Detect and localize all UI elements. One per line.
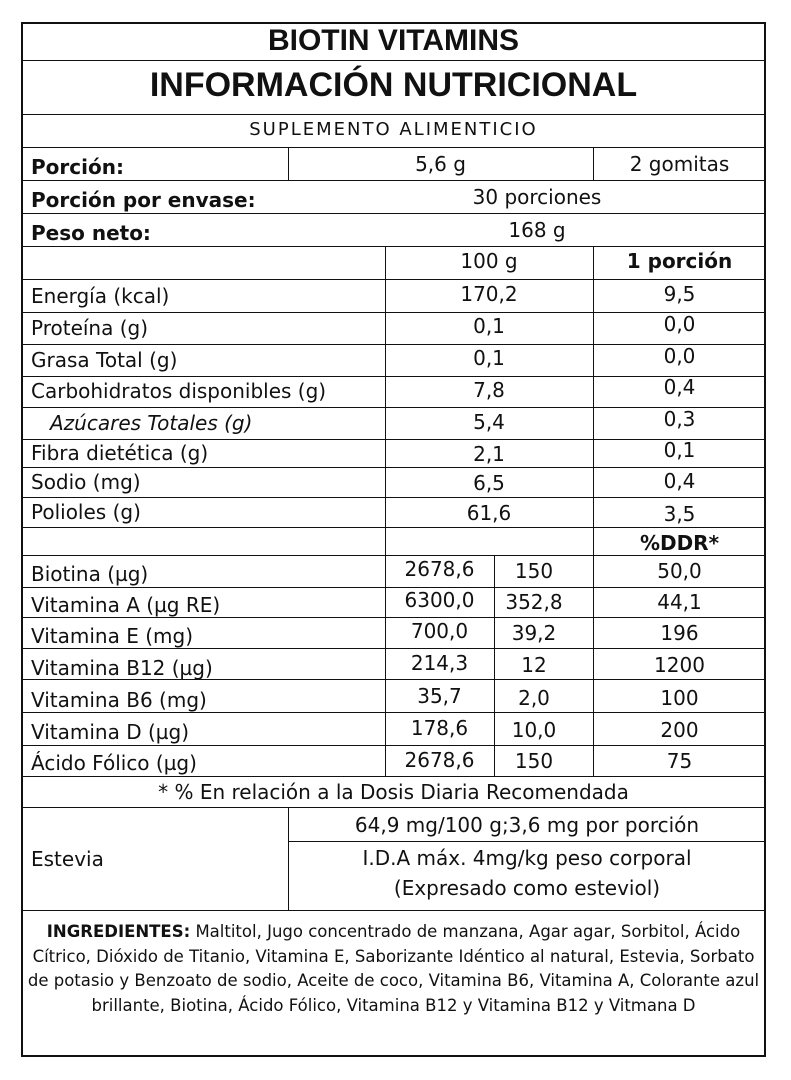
divider [21,587,766,588]
vitamin-portion: 12 [521,653,547,677]
col-header-100g: 100 g [460,249,518,273]
stevia-ida: I.D.A máx. 4mg/kg peso corporal [362,846,692,870]
nutrient-portion: 3,5 [663,502,696,526]
divider [21,246,766,247]
vitamin-label: Vitamina A (µg RE) [31,593,221,617]
vitamin-label: Vitamina B6 (mg) [31,688,207,712]
vitamin-per100: 6300,0 [404,588,475,612]
vitamin-ddr: 75 [666,749,693,773]
nutrient-per100: 5,4 [473,410,505,434]
divider [21,527,766,528]
nutrient-label: Proteína (g) [31,316,149,340]
vitamin-portion: 2,0 [518,686,550,710]
nutrient-label: Sodio (mg) [31,470,141,494]
nutrient-per100: 6,5 [473,471,505,495]
nutrient-per100: 170,2 [460,282,518,306]
vitamin-label: Vitamina D (µg) [31,720,190,744]
per-container-value: 30 porciones [472,185,602,209]
stevia-concentration: 64,9 mg/100 g;3,6 mg por porción [354,813,700,837]
divider [21,312,766,313]
vitamin-ddr: 100 [660,686,699,710]
col-header-ddr: %DDR* [639,531,720,555]
divider [21,712,766,713]
nutrient-label: Grasa Total (g) [31,348,178,372]
divider [21,180,766,181]
divider [21,745,766,746]
vitamin-label: Vitamina E (mg) [31,624,194,648]
divider [21,555,766,556]
nutrient-portion: 0,1 [663,438,696,462]
nutrient-portion: 0,0 [663,344,696,368]
per-container-label: Porción por envase: [31,188,256,212]
vitamin-label: Vitamina B12 (µg) [31,656,213,680]
nutrient-portion: 0,4 [663,375,696,399]
stevia-label: Estevia [31,847,104,871]
vitamin-ddr: 196 [660,621,699,645]
divider [21,910,766,911]
divider [21,213,766,214]
vitamin-portion: 150 [514,559,554,583]
divider [21,407,766,408]
nutrient-portion: 9,5 [663,282,696,306]
label-title: INFORMACIÓN NUTRICIONAL [149,66,638,104]
nutrient-label: Fibra dietética (g) [31,441,209,465]
nutrient-per100: 0,1 [473,346,505,370]
nutrient-per100: 2,1 [473,442,505,466]
vitamin-per100: 700,0 [410,619,469,643]
ingredients-text: Maltitol, Jugo concentrado de manzana, Agar agar, Sorbitol, Ácido Cítrico, Dióxido de Titanio, Vitamina E, Saborizante Idéntico al natural, Estevia, Sorbato de potasio y Benzoato de sodio, Aceite de coco, Vitamina B6, Vitamina A, Colorante azul brillante, Biotina, Ácido Fólico, Vitamina B12 y Vitamina B12 y Vitmana D [27,922,760,1015]
ddr-footnote: * % En relación a la Dosis Diaria Recomendada [158,780,629,804]
col-header-portion: 1 porción [626,249,733,273]
vitamin-portion: 10,0 [511,718,557,742]
nutrient-per100: 0,1 [473,314,505,338]
divider [21,648,766,649]
vitamin-ddr: 50,0 [657,559,702,583]
vitamin-per100: 178,6 [410,716,469,740]
divider [21,147,766,148]
vitamin-portion: 352,8 [505,590,563,614]
divider [21,467,766,468]
portion-label: Porción: [31,155,124,179]
nutrient-label: Polioles (g) [31,500,141,524]
divider [288,841,766,842]
ingredients-label: INGREDIENTES: [46,922,191,941]
divider [21,497,766,498]
divider [21,776,766,777]
vitamin-per100: 2678,6 [404,557,475,581]
vitamin-per100: 214,3 [410,651,469,675]
vitamin-ddr: 200 [660,718,699,742]
vitamin-label: Biotina (µg) [31,562,149,586]
ingredients-block [26,920,761,1018]
stevia-expressed: (Expresado como esteviol) [393,876,661,900]
vitamin-portion: 150 [514,749,554,773]
net-weight-value: 168 g [508,218,566,242]
nutrient-per100: 61,6 [466,501,512,525]
nutrient-label: Energía (kcal) [31,284,170,308]
nutrient-portion: 0,0 [663,312,696,336]
divider [21,279,766,280]
divider [21,60,766,61]
vitamin-label: Ácido Fólico (µg) [31,751,197,775]
divider [21,617,766,618]
nutrient-portion: 0,4 [663,469,696,493]
portion-units: 2 gomitas [629,152,730,176]
nutrient-portion: 0,3 [663,407,696,431]
divider [21,344,766,345]
nutrient-per100: 7,8 [473,378,505,402]
divider [21,114,766,115]
label-subtitle: SUPLEMENTO ALIMENTICIO [249,119,538,140]
nutrient-label: Carbohidratos disponibles (g) [31,379,327,403]
nutrient-label-sub: Azúcares Totales (g) [50,411,253,435]
vitamin-per100: 2678,6 [404,748,475,772]
brand-title: BIOTIN VITAMINS [267,24,520,57]
vitamin-per100: 35,7 [417,684,462,708]
vitamin-ddr: 1200 [654,653,705,677]
vitamin-portion: 39,2 [511,621,557,645]
divider [21,807,766,808]
portion-value: 5,6 g [415,152,466,176]
vitamin-ddr: 44,1 [657,590,702,614]
net-weight-label: Peso neto: [31,221,151,245]
